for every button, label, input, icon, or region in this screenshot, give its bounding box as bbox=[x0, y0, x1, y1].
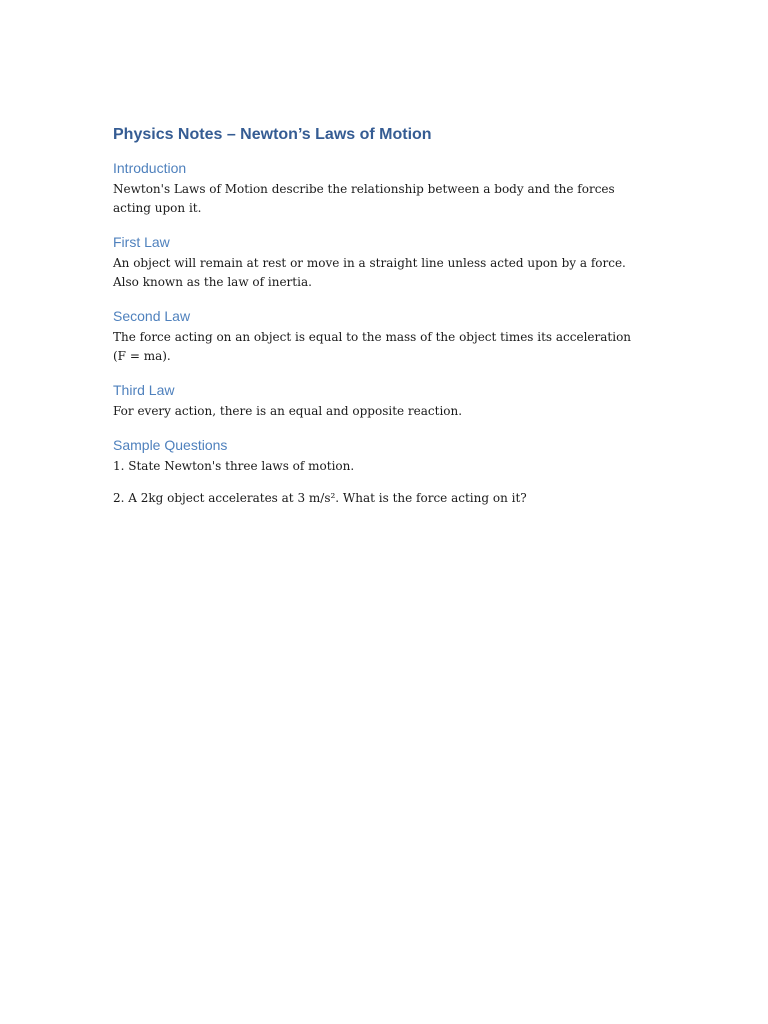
section-introduction bbox=[113, 158, 641, 218]
section-heading-first-law: First Law bbox=[113, 234, 170, 250]
document-title: Physics Notes – Newton’s Laws of Motion bbox=[113, 126, 432, 143]
section-heading-second-law: Second Law bbox=[113, 308, 191, 324]
section-text-third-law: For every action, there is an equal and opposite reaction. bbox=[113, 404, 463, 418]
section-heading-third-law: Third Law bbox=[113, 382, 175, 398]
section-heading-sample-questions: Sample Questions bbox=[113, 437, 228, 453]
document-page bbox=[113, 124, 641, 521]
question-item-2: 2. A 2kg object accelerates at 3 m/s². What is the force acting on it? bbox=[113, 491, 527, 505]
section-sample-questions bbox=[113, 435, 641, 508]
question-item-1: 1. State Newton's three laws of motion. bbox=[113, 459, 355, 473]
section-second-law bbox=[113, 306, 641, 366]
section-text-first-law: An object will remain at rest or move in a straight line unless acted upon by a force. Also known as the law of inertia. bbox=[113, 256, 626, 289]
section-heading-introduction: Introduction bbox=[113, 160, 187, 176]
section-third-law bbox=[113, 380, 641, 421]
section-text-second-law: The force acting on an object is equal to the mass of the object times its acceleration (F = ma). bbox=[113, 330, 632, 363]
section-text-introduction: Newton's Laws of Motion describe the relationship between a body and the forces acting upon it. bbox=[113, 182, 615, 215]
section-first-law bbox=[113, 232, 641, 292]
